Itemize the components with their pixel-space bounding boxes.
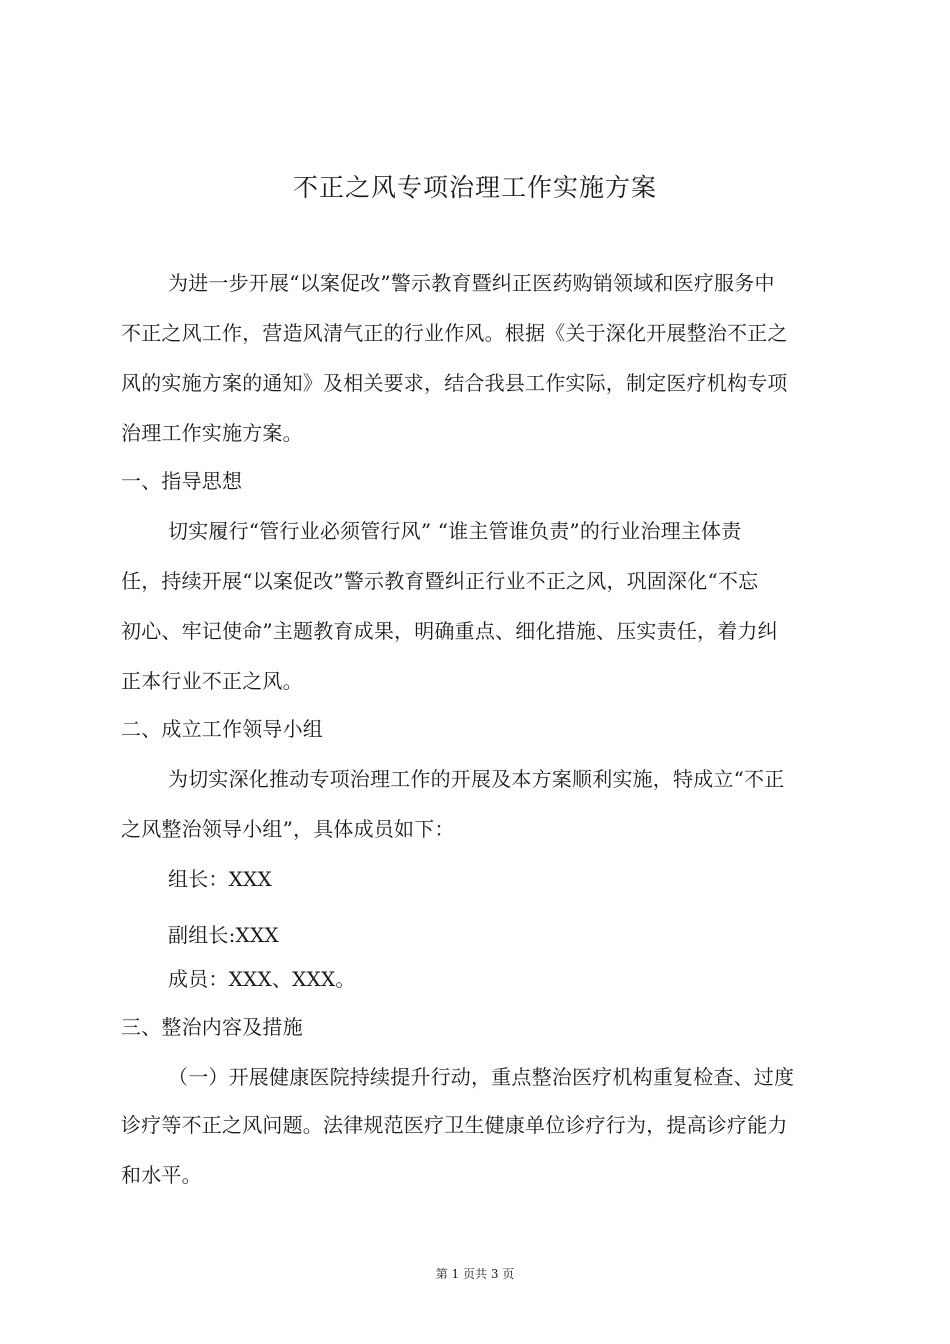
- member-line: 组长：XXX: [168, 867, 272, 891]
- paragraph-line: 治理工作实施方案。: [121, 421, 303, 445]
- page-title: 不正之风专项治理工作实施方案: [292, 173, 657, 202]
- member-line: 成员：XXX、XXX。: [168, 967, 356, 991]
- section-heading: 二、成立工作领导小组: [121, 717, 323, 741]
- paragraph-line: 不正之风工作，营造风清气正的行业作风。根据《关于深化开展整治不正之: [121, 321, 788, 345]
- page-footer: 第 1 页共 3 页: [435, 1267, 515, 1281]
- paragraph-line: 之风整治领导小组”，具体成员如下：: [121, 817, 455, 841]
- paragraph-line: 切实履行“管行业必须管行风” “谁主管谁负责”的行业治理主体责: [168, 519, 742, 543]
- paragraph-line: 和水平。: [121, 1163, 202, 1187]
- paragraph-line: 初心、牢记使命”主题教育成果，明确重点、细化措施、压实责任，着力纠: [121, 619, 778, 643]
- paragraph-line: 正本行业不正之风。: [121, 669, 303, 693]
- paragraph-line: 任，持续开展“以案促改”警示教育暨纠正行业不正之风，巩固深化“不忘: [121, 569, 759, 593]
- paragraph-line: 为进一步开展“以案促改”警示教育暨纠正医药购销领域和医疗服务中: [168, 271, 775, 295]
- paragraph-line: 风的实施方案的通知》及相关要求，结合我县工作实际，制定医疗机构专项: [121, 371, 788, 395]
- paragraph-line: （一）开展健康医院持续提升行动，重点整治医疗机构重复检查、过度: [168, 1065, 795, 1089]
- paragraph-line: 诊疗等不正之风问题。法律规范医疗卫生健康单位诊疗行为，提高诊疗能力: [121, 1113, 788, 1137]
- paragraph-line: 为切实深化推动专项治理工作的开展及本方案顺利实施，特成立“不正: [168, 767, 785, 791]
- section-heading: 三、整治内容及措施: [121, 1015, 303, 1039]
- section-heading: 一、指导思想: [121, 469, 243, 493]
- member-line: 副组长:XXX: [168, 923, 279, 947]
